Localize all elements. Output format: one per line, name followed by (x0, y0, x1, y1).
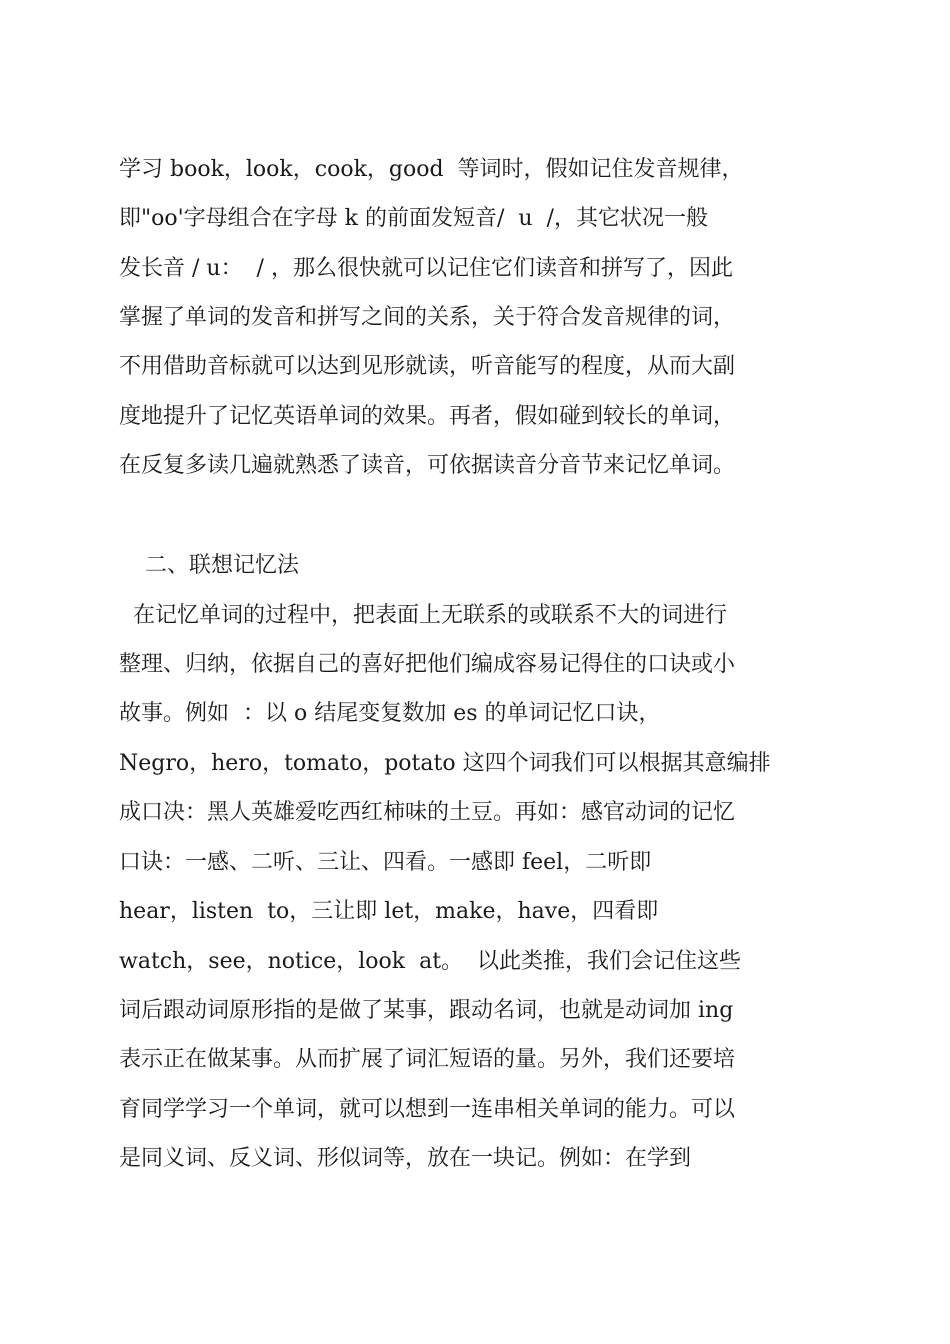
text-line: 在记忆单词的过程中，把表面上无联系的或联系不大的词进行 (119, 603, 727, 628)
text-line: 表示正在做某事。从而扩展了词汇短语的量。另外，我们还要培 (119, 1047, 736, 1072)
text-line: Negro，hero，tomato，potato 这四个词我们可以根据其意编排 (119, 751, 771, 776)
text-line: 掌握了单词的发音和拼写之间的关系，关于符合发音规律的词， (119, 305, 736, 330)
section-heading: 二、联想记忆法 (145, 553, 300, 578)
text-line: 故事。例如 ：以 o 结尾变复数加 es 的单词记忆口诀， (119, 701, 661, 726)
text-line: watch，see，notice，look at。 以此类推，我们会记住这些 (119, 949, 742, 974)
text-line: 在反复多读几遍就熟悉了读音，可依据读音分音节来记忆单词。 (119, 453, 736, 478)
text-line: 口诀：一感、二听、三让、四看。一感即 feel，二听即 (119, 850, 652, 875)
text-line: hear，listen to，三让即 let，make，have，四看即 (119, 899, 659, 924)
text-line: 整理、归纳，依据自己的喜好把他们编成容易记得住的口诀或小 (119, 652, 736, 677)
text-line: 成口决：黑人英雄爱吃西红柿味的土豆。再如：感官动词的记忆 (119, 800, 736, 825)
text-line: 发长音 / u： / ，那么很快就可以记住它们读音和拼写了，因此 (119, 256, 733, 281)
text-line: 是同义词、反义词、形似词等，放在一块记。例如：在学到 (119, 1146, 692, 1171)
text-line: 度地提升了记忆英语单词的效果。再者，假如碰到较长的单词， (119, 404, 736, 429)
text-line: 育同学学习一个单词，就可以想到一连串相关单词的能力。可以 (119, 1097, 736, 1122)
text-line: 学习 book，look，cook，good 等词时，假如记住发音规律， (119, 157, 744, 182)
text-line: 即"oo'字母组合在字母 k 的前面发短音/ u /，其它状况一般 (119, 206, 708, 231)
text-line: 词后跟动词原形指的是做了某事，跟动名词，也就是动词加 ing (119, 998, 734, 1023)
text-line: 不用借助音标就可以达到见形就读，听音能写的程度，从而大副 (119, 354, 736, 379)
